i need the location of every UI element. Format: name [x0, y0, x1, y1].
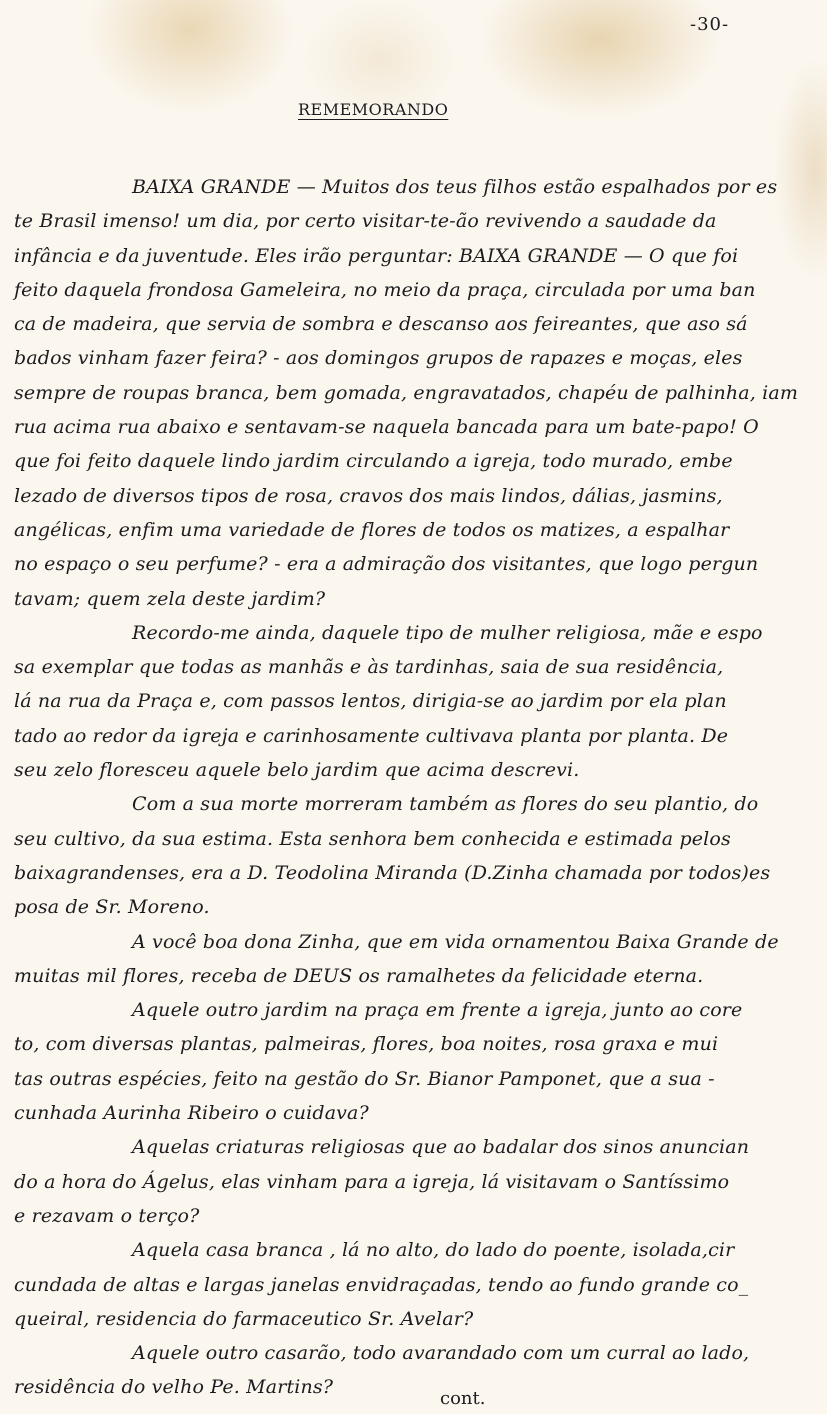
text-line: que foi feito daquele lindo jardim circulando a igreja, todo murado, embe	[14, 450, 733, 473]
text-line: lezado de diversos tipos de rosa, cravos dos mais lindos, dálias, jasmins,	[14, 484, 723, 507]
text-line: sempre de roupas branca, bem gomada, engravatados, chapéu de palhinha, iam	[14, 381, 798, 404]
document-title: REMEMORANDO	[298, 100, 449, 119]
text-line: Aquele outro casarão, todo avarandado com um curral ao lado,	[132, 1342, 750, 1365]
text-line: angélicas, enfim uma variedade de flores de todos os matizes, a espalhar	[14, 518, 730, 541]
text-line: tavam; quem zela deste jardim?	[14, 587, 326, 610]
text-line: cundada de altas e largas janelas envidraçadas, tendo ao fundo grande co_	[14, 1273, 749, 1296]
text-line: feito daquela frondosa Gameleira, no meio da praça, circulada por uma ban	[14, 278, 756, 301]
document-body	[14, 170, 814, 1405]
text-line: Aquelas criaturas religiosas que ao badalar dos sinos anuncian	[132, 1136, 750, 1159]
page-number: -30-	[690, 14, 730, 35]
text-line: Com a sua morte morreram também as flores do seu plantio, do	[132, 793, 759, 816]
text-line: infância e da juventude. Eles irão perguntar: BAIXA GRANDE — O que foi	[14, 244, 739, 267]
text-line: residência do velho Pe. Martins?	[14, 1376, 334, 1399]
text-line: tado ao redor da igreja e carinhosamente cultivava planta por planta. De	[14, 724, 729, 747]
text-line: sa exemplar que todas as manhãs e às tardinhas, saia de sua residência,	[14, 656, 724, 679]
text-line: Recordo-me ainda, daquele tipo de mulher religiosa, mãe e espo	[132, 621, 763, 644]
text-line: lá na rua da Praça e, com passos lentos, dirigia-se ao jardim por ela plan	[14, 690, 727, 713]
continuation-note: cont.	[440, 1388, 486, 1409]
text-line: A você boa dona Zinha, que em vida ornamentou Baixa Grande de	[132, 930, 779, 953]
text-line: queiral, residencia do farmaceutico Sr. Avelar?	[14, 1307, 474, 1330]
text-line: to, com diversas plantas, palmeiras, flores, boa noites, rosa graxa e mui	[14, 1033, 719, 1056]
text-line: posa de Sr. Moreno.	[14, 896, 210, 919]
text-line: e rezavam o terço?	[14, 1204, 200, 1227]
text-line: rua acima rua abaixo e sentavam-se naquela bancada para um bate-papo! O	[14, 416, 759, 439]
text-line: bados vinham fazer feira? - aos domingos grupos de rapazes e moças, eles	[14, 347, 743, 370]
text-line: do a hora do Ágelus, elas vinham para a igreja, lá visitavam o Santíssimo	[14, 1170, 730, 1193]
text-line: Aquele outro jardim na praça em frente a igreja, junto ao core	[132, 999, 743, 1022]
text-line: seu zelo floresceu aquele belo jardim que acima descrevi.	[14, 759, 580, 782]
text-line: no espaço o seu perfume? - era a admiração dos visitantes, que logo pergun	[14, 553, 759, 576]
text-line: BAIXA GRANDE — Muitos dos teus filhos estão espalhados por es	[132, 176, 778, 198]
text-line: Aquela casa branca , lá no alto, do lado do poente, isolada,cir	[132, 1239, 735, 1262]
text-line: cunhada Aurinha Ribeiro o cuidava?	[14, 1102, 369, 1125]
text-line: tas outras espécies, feito na gestão do Sr. Bianor Pamponet, que a sua -	[14, 1067, 715, 1090]
text-line: ca de madeira, que servia de sombra e descanso aos feireantes, que aso sá	[14, 313, 748, 336]
text-line: baixagrandenses, era a D. Teodolina Miranda (D.Zinha chamada por todos)es	[14, 861, 771, 884]
text-line: muitas mil flores, receba de DEUS os ramalhetes da felicidade eterna.	[14, 964, 704, 987]
text-line: te Brasil imenso! um dia, por certo visitar-te-ão revivendo a saudade da	[14, 210, 717, 233]
text-line: seu cultivo, da sua estima. Esta senhora bem conhecida e estimada pelos	[14, 827, 731, 850]
